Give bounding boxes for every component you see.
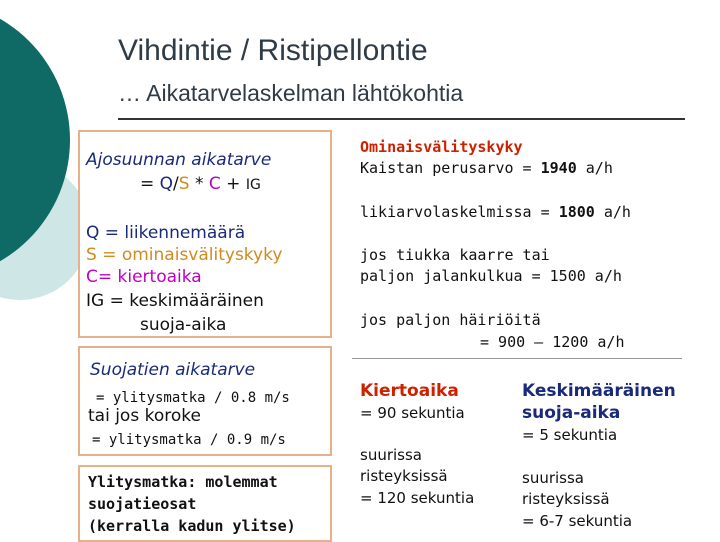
crosswalk-formula-2: = ylitysmatka / 0.9 m/s <box>92 432 286 448</box>
cycle-time-heading: Kiertoaika <box>360 381 459 401</box>
right-divider <box>352 358 682 359</box>
traffic-demand-formula: = Q/S * C + IG <box>140 174 261 194</box>
saturation-flow-disturbance-1: jos paljon häiriöitä <box>360 311 541 329</box>
cycle-time-value: = 90 sekuntia <box>360 404 465 422</box>
crosswalk-demand-heading: Suojatien aikatarve <box>90 360 256 380</box>
cycle-time-large-1: suurissa <box>360 446 422 464</box>
intergreen-large-3: = 6-7 sekuntia <box>522 512 633 530</box>
intergreen-heading-2: suoja-aika <box>522 403 621 423</box>
intergreen-large-1: suurissa <box>522 469 584 487</box>
crosswalk-formula-1: = ylitysmatka / 0.8 m/s <box>96 390 290 406</box>
definition-c: C= kiertoaika <box>86 267 202 287</box>
saturation-flow-approx: likiarvolaskelmissa = 1800 a/h <box>360 203 631 221</box>
cycle-time-large-3: = 120 sekuntia <box>360 489 475 507</box>
title-underline <box>118 118 685 120</box>
crossing-distance-line-3: (kerralla kadun ylitse) <box>88 517 296 535</box>
intergreen-large-2: risteyksissä <box>522 490 610 508</box>
saturation-flow-base: Kaistan perusarvo = 1940 a/h <box>360 159 613 177</box>
intergreen-heading-1: Keskimääräinen <box>522 381 676 401</box>
definition-ig: IG = keskimääräinen <box>86 291 264 311</box>
saturation-flow-curve-1: jos tiukka kaarre tai <box>360 246 550 264</box>
crossing-distance-line-2: suojatieosat <box>88 495 197 513</box>
definition-s: S = ominaisvälityskyky <box>86 245 283 265</box>
definition-ig-cont: suoja-aika <box>140 315 227 335</box>
traffic-demand-heading: Ajosuunnan aikatarve <box>86 150 272 170</box>
page-subtitle: … Aikatarvelaskelman lähtökohtia <box>118 80 464 106</box>
saturation-flow-curve-2: paljon jalankulkua = 1500 a/h <box>360 267 622 285</box>
cycle-time-large-2: risteyksissä <box>360 467 448 485</box>
saturation-flow-heading: Ominaisvälityskyky <box>360 138 523 156</box>
intergreen-value: = 5 sekuntia <box>522 426 618 444</box>
saturation-flow-disturbance-2: = 900 – 1200 a/h <box>480 333 625 351</box>
crossing-distance-line-1: Ylitysmatka: molemmat <box>88 473 278 491</box>
crosswalk-island-label: tai jos koroke <box>88 406 201 426</box>
page-title: Vihdintie / Ristipellontie <box>118 34 428 67</box>
definition-q: Q = liikennemäärä <box>86 223 246 243</box>
